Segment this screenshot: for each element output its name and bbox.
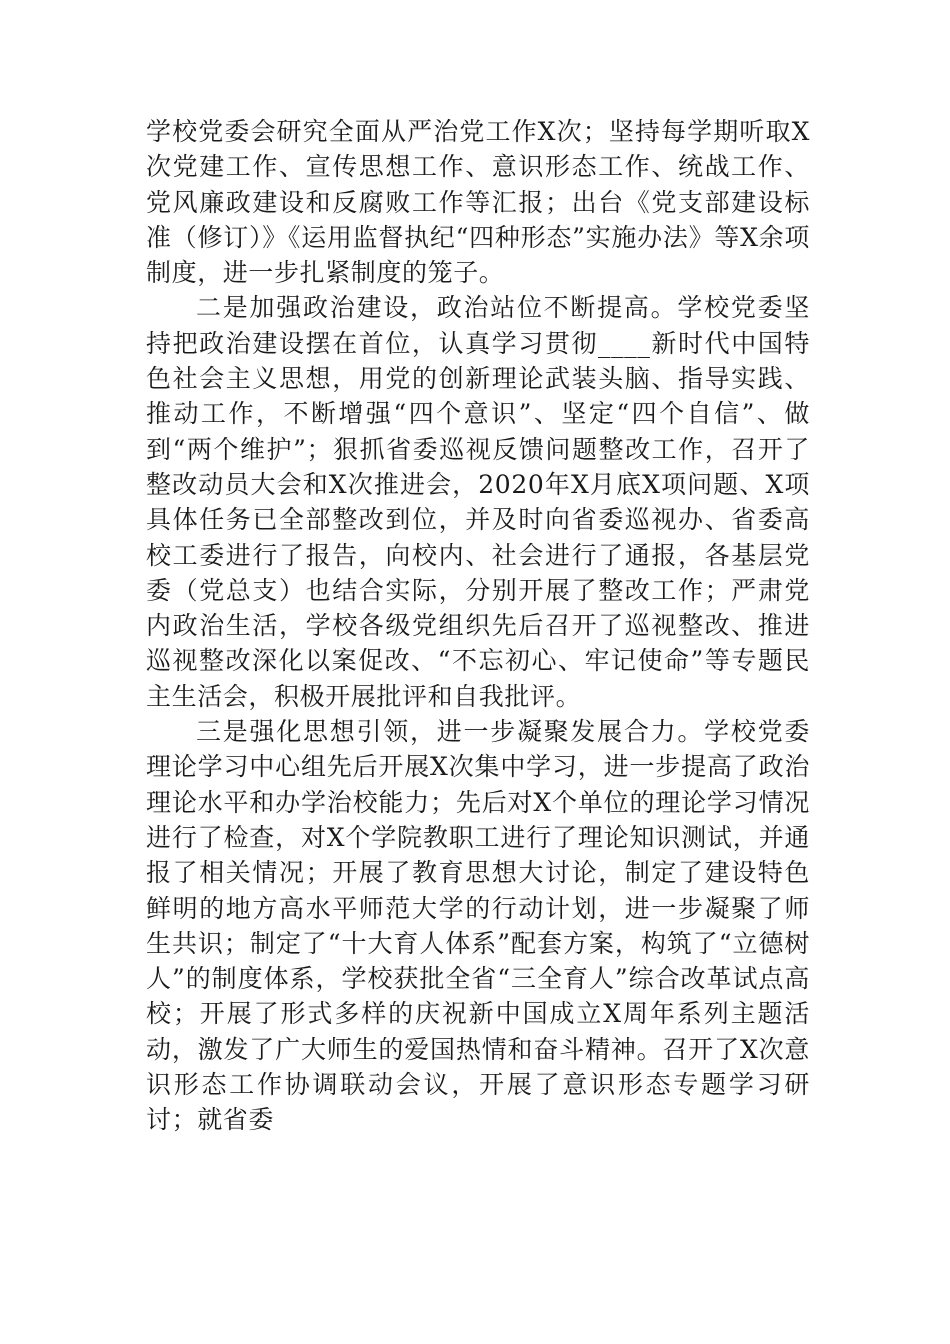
paragraph-1: 学校党委会研究全面从严治党工作X次；坚持每学期听取X次党建工作、宣传思想工作、意识形态工作、统战工作、党风廉政建设和反腐败工作等汇报；出台《党支部建设标准（修订）》《运用监督执纪“四种形态”实施办法》等X余项制度，进一步扎紧制度的笼子。 (146, 117, 810, 288)
paragraph-3: 三是强化思想引领，进一步凝聚发展合力。学校党委理论学习中心组先后开展X次集中学习，进一步提高了政治理论水平和办学治校能力；先后对X个单位的理论学习情况进行了检查，对X个学院教职工进行了理论知识测试，并通报了相关情况；开展了教育思想大讨论，制定了建设特色鲜明的地方高水平师范大学的行动计划，进一步凝聚了师生共识；制定了“十大育人体系”配套方案，构筑了“立德树人”的制度体系，学校获批全省“三全育人”综合改革试点高校；开展了形式多样的庆祝新中国成立X周年系列主题活动，激发了广大师生的爱国热情和奋斗精神。召开了X次意识形态工作协调联动会议，开展了意识形态专题学习研讨；就省委 (146, 717, 810, 1135)
paragraph-2: 二是加强政治建设，政治站位不断提高。学校党委坚持把政治建设摆在首位，认真学习贯彻____新时代中国特色社会主义思想，用党的创新理论武装头脑、指导实践、推动工作，不断增强“四个意识”、坚定“四个自信”、做到“两个维护”；狠抓省委巡视反馈问题整改工作，召开了整改动员大会和X次推进会，2020年X月底X项问题、X项具体任务已全部整改到位，并及时向省委巡视办、省委高校工委进行了报告，向校内、社会进行了通报，各基层党委（党总支）也结合实际，分别开展了整改工作；严肃党内政治生活，学校各级党组织先后召开了巡视整改、推进巡视整改深化以案促改、“不忘初心、牢记使命”等专题民主生活会，积极开展批评和自我批评。 (146, 293, 810, 711)
document-body (146, 114, 810, 1138)
